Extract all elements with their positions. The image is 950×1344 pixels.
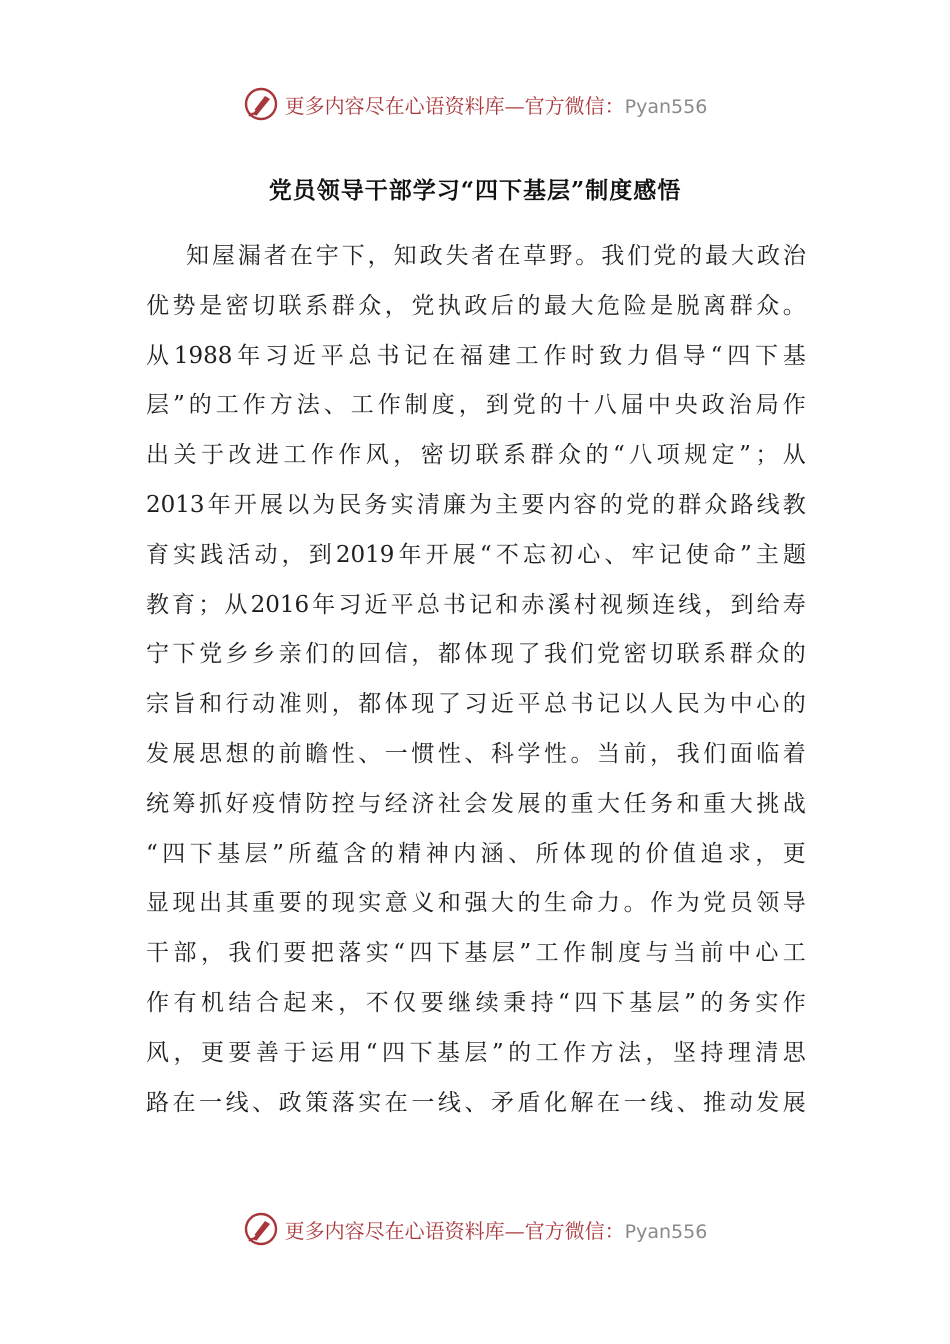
- paragraph-line: 路 在 一 线 、 政 策 落 实 在 一 线 、 矛 盾 化 解 在 一 线 、 推 动 发 展: [146, 1089, 806, 1116]
- paragraph-line: 发 展 思 想 的 前 瞻 性 、 一 惯 性 、 科 学 性 。 当 前 ， 我 们 面 临 着: [146, 740, 806, 767]
- pen-nib-logo-icon: [243, 86, 279, 122]
- document-body: [146, 232, 806, 1128]
- watermark-main-text: 更多内容尽在心语资料库: [284, 93, 505, 118]
- watermark-text: [285, 90, 708, 119]
- watermark-text: [285, 1215, 708, 1244]
- watermark-label: 官方微信：: [524, 1218, 625, 1243]
- paragraph-line: 2013 年 开 展 以 为 民 务 实 清 廉 为 主 要 内 容 的 党 的 群 众 路 线 教: [146, 491, 806, 518]
- paragraph-line: 统 筹 抓 好 疫 情 防 控 与 经 济 社 会 发 展 的 重 大 任 务 和 重 大 挑 战: [146, 790, 806, 817]
- paragraph-line: 从 1988 年 习 近 平 总 书 记 在 福 建 工 作 时 致 力 倡 导 “ 四 下 基: [146, 342, 806, 369]
- paragraph-line: 出 关 于 改 进 工 作 作 风 ， 密 切 联 系 群 众 的 “ 八 项 规 定 ” ； 从: [146, 442, 806, 469]
- paragraph-line: 育 实 践 活 动 ， 到 2019 年 开 展 “ 不 忘 初 心 、 牢 记 使 命 ” 主 题: [146, 541, 806, 568]
- paragraph-line: 宁 下 党 乡 乡 亲 们 的 回 信 ， 都 体 现 了 我 们 党 密 切 联 系 群 众 的: [146, 641, 806, 668]
- watermark-label: 官方微信：: [524, 93, 625, 118]
- document-title: 党员领导干部学习“四下基层”制度感悟: [268, 177, 682, 204]
- watermark-separator: —: [504, 1218, 525, 1243]
- paragraph-line: 干 部 ， 我 们 要 把 落 实 “ 四 下 基 层 ” 工 作 制 度 与 当 前 中 心 工: [146, 940, 806, 967]
- watermark-wechat-id: Pyan556: [624, 1220, 708, 1243]
- footer-watermark-banner: [0, 1209, 950, 1249]
- paragraph-line: 层 ” 的 工 作 方 法 、 工 作 制 度 ， 到 党 的 十 八 届 中 央 政 治 局 作: [146, 392, 806, 419]
- paragraph-line: “ 四 下 基 层 ” 所 蕴 含 的 精 神 内 涵 、 所 体 现 的 价 值 追 求 ， 更: [146, 840, 806, 867]
- paragraph-line: 优 势 是 密 切 联 系 群 众 ， 党 执 政 后 的 最 大 危 险 是 脱 离 群 众 。: [146, 292, 806, 319]
- pen-nib-logo-icon: [243, 1211, 279, 1247]
- watermark-wechat-id: Pyan556: [624, 95, 708, 118]
- paragraph-line: 显 现 出 其 重 要 的 现 实 意 义 和 强 大 的 生 命 力 。 作 为 党 员 领 导: [146, 890, 806, 917]
- paragraph-line: 风 ， 更 要 善 于 运 用 “ 四 下 基 层 ” 的 工 作 方 法 ， 坚 持 理 清 思: [146, 1039, 806, 1066]
- paragraph-line: 作 有 机 结 合 起 来 ， 不 仅 要 继 续 秉 持 “ 四 下 基 层 ” 的 务 实 作: [146, 989, 806, 1016]
- header-watermark-banner: [0, 84, 950, 124]
- paragraph-line: 教 育 ； 从 2016 年 习 近 平 总 书 记 和 赤 溪 村 视 频 连 线 ， 到 给 寿: [146, 591, 806, 618]
- watermark-separator: —: [504, 93, 525, 118]
- paragraph-line: 宗 旨 和 行 动 准 则 ， 都 体 现 了 习 近 平 总 书 记 以 人 民 为 中 心 的: [146, 691, 806, 718]
- watermark-main-text: 更多内容尽在心语资料库: [284, 1218, 505, 1243]
- paragraph-line: 知 屋 漏 者 在 宇 下 ， 知 政 失 者 在 草 野 。 我 们 党 的 最 大 政 治: [186, 243, 806, 269]
